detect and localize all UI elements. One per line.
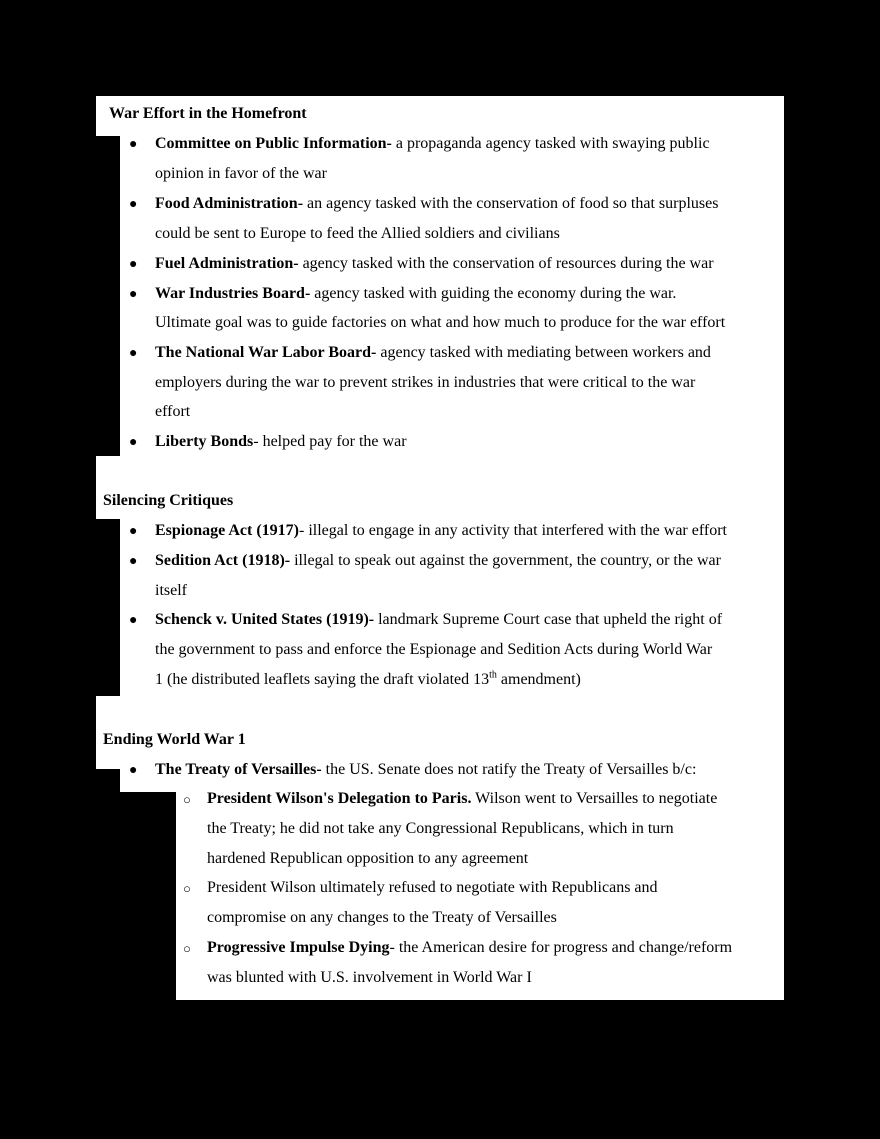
definition: - illegal to engage in any activity that interfered with the war effort	[299, 522, 727, 539]
list-item-cont: employers during the war to prevent strikes in industries that were critical to the war	[155, 374, 696, 391]
list-item-cont: effort	[155, 403, 191, 420]
text: 1 (he distributed leaflets saying the draft violated 13	[155, 671, 490, 688]
bullet-icon: ●	[129, 346, 138, 361]
term: Sedition Act (1918)-	[155, 552, 291, 569]
definition: agency tasked with the conservation of resources during the war	[298, 255, 714, 272]
section-heading: Silencing Critiques	[103, 492, 234, 509]
bullet-icon: ●	[129, 435, 138, 450]
term: President Wilson's Delegation to Paris.	[207, 790, 472, 807]
definition: the US. Senate does not ratify the Treaty of Versailles b/c:	[321, 761, 697, 778]
sub-list-item: President Wilson ultimately refused to negotiate with Republicans and	[207, 879, 658, 896]
term: The National War Labor Board-	[155, 344, 377, 361]
list-item-cont: Ultimate goal was to guide factories on what and how much to produce for the war effort	[155, 314, 726, 331]
list-item	[155, 611, 722, 629]
list-item	[155, 255, 714, 273]
term: Schenck v. United States (1919)-	[155, 611, 375, 628]
sub-list-item-cont: the Treaty; he did not take any Congressional Republicans, which in turn	[207, 820, 674, 837]
list-item	[155, 344, 711, 362]
list-item	[155, 195, 718, 213]
term: Fuel Administration-	[155, 255, 299, 272]
definition: agency tasked with mediating between workers and	[376, 344, 711, 361]
sub-list-item-cont: was blunted with U.S. involvement in World War I	[207, 969, 532, 986]
circle-bullet-icon: ○	[183, 881, 191, 896]
bullet-icon: ●	[129, 137, 138, 152]
bullet-icon: ●	[129, 763, 138, 778]
list-item-cont: the government to pass and enforce the Espionage and Sedition Acts during World War	[155, 641, 713, 658]
sub-list-item	[207, 939, 732, 957]
sub-list-item	[207, 790, 717, 808]
term: Food Administration-	[155, 195, 304, 212]
bullet-icon: ●	[129, 257, 138, 272]
term: Liberty Bonds	[155, 433, 254, 450]
list-item	[155, 285, 676, 303]
term: Committee on Public Information-	[155, 135, 392, 152]
bullet-icon: ●	[129, 613, 138, 628]
bullet-icon: ●	[129, 524, 138, 539]
list-item	[155, 761, 696, 779]
definition: a propaganda agency tasked with swaying public	[391, 135, 710, 152]
sub-list-item-cont: hardened Republican opposition to any agreement	[207, 850, 529, 867]
definition: an agency tasked with the conservation of food so that surpluses	[303, 195, 719, 212]
definition: - the American desire for progress and change/reform	[389, 939, 733, 956]
list-item-cont: opinion in favor of the war	[155, 165, 327, 182]
definition: illegal to speak out against the government, the country, or the war	[290, 552, 721, 569]
bullet-icon: ●	[129, 554, 138, 569]
term: Espionage Act (1917)	[155, 522, 299, 539]
definition: agency tasked with guiding the economy during the war.	[310, 285, 677, 302]
circle-bullet-icon: ○	[183, 941, 191, 956]
definition: Wilson went to Versailles to negotiate	[471, 790, 718, 807]
section-heading: Ending World War 1	[103, 731, 246, 748]
list-item-cont	[155, 671, 581, 689]
list-item-cont: itself	[155, 582, 187, 599]
definition: - helped pay for the war	[253, 433, 407, 450]
bullet-icon: ●	[129, 287, 138, 302]
term: War Industries Board-	[155, 285, 311, 302]
bullet-icon: ●	[129, 197, 138, 212]
text: amendment)	[496, 671, 581, 688]
definition: landmark Supreme Court case that upheld the right of	[374, 611, 723, 628]
list-item	[155, 135, 710, 153]
circle-bullet-icon: ○	[183, 792, 191, 807]
section-heading: War Effort in the Homefront	[109, 105, 307, 122]
superscript: th	[489, 669, 497, 681]
list-item	[155, 552, 721, 570]
term: Progressive Impulse Dying	[207, 939, 390, 956]
list-item	[155, 522, 727, 540]
term: The Treaty of Versailles-	[155, 761, 322, 778]
list-item-cont: could be sent to Europe to feed the Allied soldiers and civilians	[155, 225, 560, 242]
list-item	[155, 433, 407, 451]
sub-list-item-cont: compromise on any changes to the Treaty of Versailles	[207, 909, 557, 926]
